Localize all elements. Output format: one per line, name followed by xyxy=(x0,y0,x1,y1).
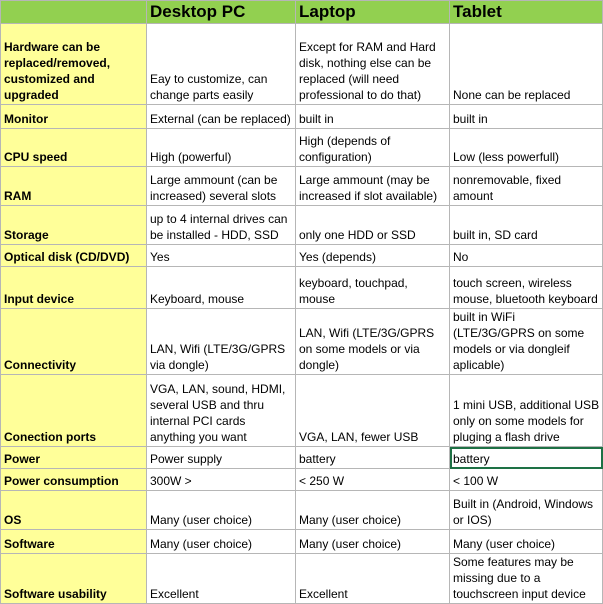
row-label-cell[interactable]: Connectivity xyxy=(1,309,147,375)
row-label-cell[interactable]: OS xyxy=(1,491,147,530)
laptop-cell[interactable]: only one HDD or SSD xyxy=(296,206,450,245)
selected-tablet-cell[interactable]: battery xyxy=(450,447,603,469)
table-row xyxy=(1,167,603,206)
table-row xyxy=(1,267,603,309)
row-label-cell[interactable]: Input device xyxy=(1,267,147,309)
tablet-cell[interactable]: Built in (Android, Windows or IOS) xyxy=(450,491,603,530)
row-label-cell[interactable]: Software usability xyxy=(1,554,147,604)
tablet-cell[interactable]: built in xyxy=(450,105,603,129)
desktop-cell[interactable]: Many (user choice) xyxy=(147,491,296,530)
row-label-cell[interactable]: Storage xyxy=(1,206,147,245)
table-row xyxy=(1,469,603,491)
row-label-cell[interactable]: Power xyxy=(1,447,147,469)
laptop-cell[interactable]: LAN, Wifi (LTE/3G/GPRS on some models or via dongle) xyxy=(296,309,450,375)
laptop-cell[interactable]: High (depends of configuration) xyxy=(296,129,450,167)
table-row xyxy=(1,105,603,129)
desktop-cell[interactable]: up to 4 internal drives can be installed - HDD, SSD xyxy=(147,206,296,245)
desktop-cell[interactable]: 300W > xyxy=(147,469,296,491)
row-label-cell[interactable]: Optical disk (CD/DVD) xyxy=(1,245,147,267)
tablet-cell[interactable]: Many (user choice) xyxy=(450,530,603,554)
row-label-cell[interactable]: Software xyxy=(1,530,147,554)
row-label-cell[interactable]: Hardware can be replaced/removed, customized and upgraded xyxy=(1,24,147,105)
desktop-cell[interactable]: Power supply xyxy=(147,447,296,469)
table-row xyxy=(1,206,603,245)
desktop-cell[interactable]: LAN, Wifi (LTE/3G/GPRS via dongle) xyxy=(147,309,296,375)
header-cell-tablet[interactable]: Tablet xyxy=(450,1,603,24)
desktop-cell[interactable]: VGA, LAN, sound, HDMI, several USB and thru internal PCI cards anything you want xyxy=(147,375,296,447)
tablet-cell[interactable]: touch screen, wireless mouse, bluetooth keyboard xyxy=(450,267,603,309)
row-label-cell[interactable]: Power consumption xyxy=(1,469,147,491)
table-row xyxy=(1,309,603,375)
desktop-cell[interactable]: Keyboard, mouse xyxy=(147,267,296,309)
laptop-cell[interactable]: Yes (depends) xyxy=(296,245,450,267)
laptop-cell[interactable]: battery xyxy=(296,447,450,469)
laptop-cell[interactable]: Except for RAM and Hard disk, nothing else can be replaced (will need professional to do that) xyxy=(296,24,450,105)
desktop-cell[interactable]: Large ammount (can be increased) several slots xyxy=(147,167,296,206)
tablet-cell[interactable]: 1 mini USB, additional USB only on some models for pluging a flash drive xyxy=(450,375,603,447)
header-cell-laptop[interactable]: Laptop xyxy=(296,1,450,24)
desktop-cell[interactable]: Many (user choice) xyxy=(147,530,296,554)
laptop-cell[interactable]: Excellent xyxy=(296,554,450,604)
table-row xyxy=(1,375,603,447)
table-row xyxy=(1,491,603,530)
tablet-cell[interactable]: No xyxy=(450,245,603,267)
row-label-cell[interactable]: Conection ports xyxy=(1,375,147,447)
row-label-cell[interactable]: CPU speed xyxy=(1,129,147,167)
table-row xyxy=(1,554,603,604)
desktop-cell[interactable]: Yes xyxy=(147,245,296,267)
header-cell-corner[interactable] xyxy=(1,1,147,24)
tablet-cell[interactable]: None can be replaced xyxy=(450,24,603,105)
desktop-cell[interactable]: High (powerful) xyxy=(147,129,296,167)
row-label-cell[interactable]: RAM xyxy=(1,167,147,206)
desktop-cell[interactable]: Eay to customize, can change parts easily xyxy=(147,24,296,105)
header-cell-desktop[interactable]: Desktop PC xyxy=(147,1,296,24)
table-row xyxy=(1,447,603,469)
table-row xyxy=(1,24,603,105)
table-row xyxy=(1,129,603,167)
row-label-cell[interactable]: Monitor xyxy=(1,105,147,129)
laptop-cell[interactable]: keyboard, touchpad, mouse xyxy=(296,267,450,309)
tablet-cell[interactable]: < 100 W xyxy=(450,469,603,491)
laptop-cell[interactable]: Large ammount (may be increased if slot available) xyxy=(296,167,450,206)
tablet-cell[interactable]: Low (less powerfull) xyxy=(450,129,603,167)
tablet-cell[interactable]: built in, SD card xyxy=(450,206,603,245)
table-row xyxy=(1,530,603,554)
table-row xyxy=(1,245,603,267)
tablet-cell[interactable]: built in WiFi (LTE/3G/GPRS on some models or via dongleif aplicable) xyxy=(450,309,603,375)
laptop-cell[interactable]: Many (user choice) xyxy=(296,530,450,554)
laptop-cell[interactable]: VGA, LAN, fewer USB xyxy=(296,375,450,447)
desktop-cell[interactable]: External (can be replaced) xyxy=(147,105,296,129)
desktop-cell[interactable]: Excellent xyxy=(147,554,296,604)
tablet-cell[interactable]: nonremovable, fixed amount xyxy=(450,167,603,206)
laptop-cell[interactable]: < 250 W xyxy=(296,469,450,491)
laptop-cell[interactable]: built in xyxy=(296,105,450,129)
tablet-cell[interactable]: Some features may be missing due to a touchscreen input device xyxy=(450,554,603,604)
laptop-cell[interactable]: Many (user choice) xyxy=(296,491,450,530)
header-row xyxy=(1,1,603,24)
